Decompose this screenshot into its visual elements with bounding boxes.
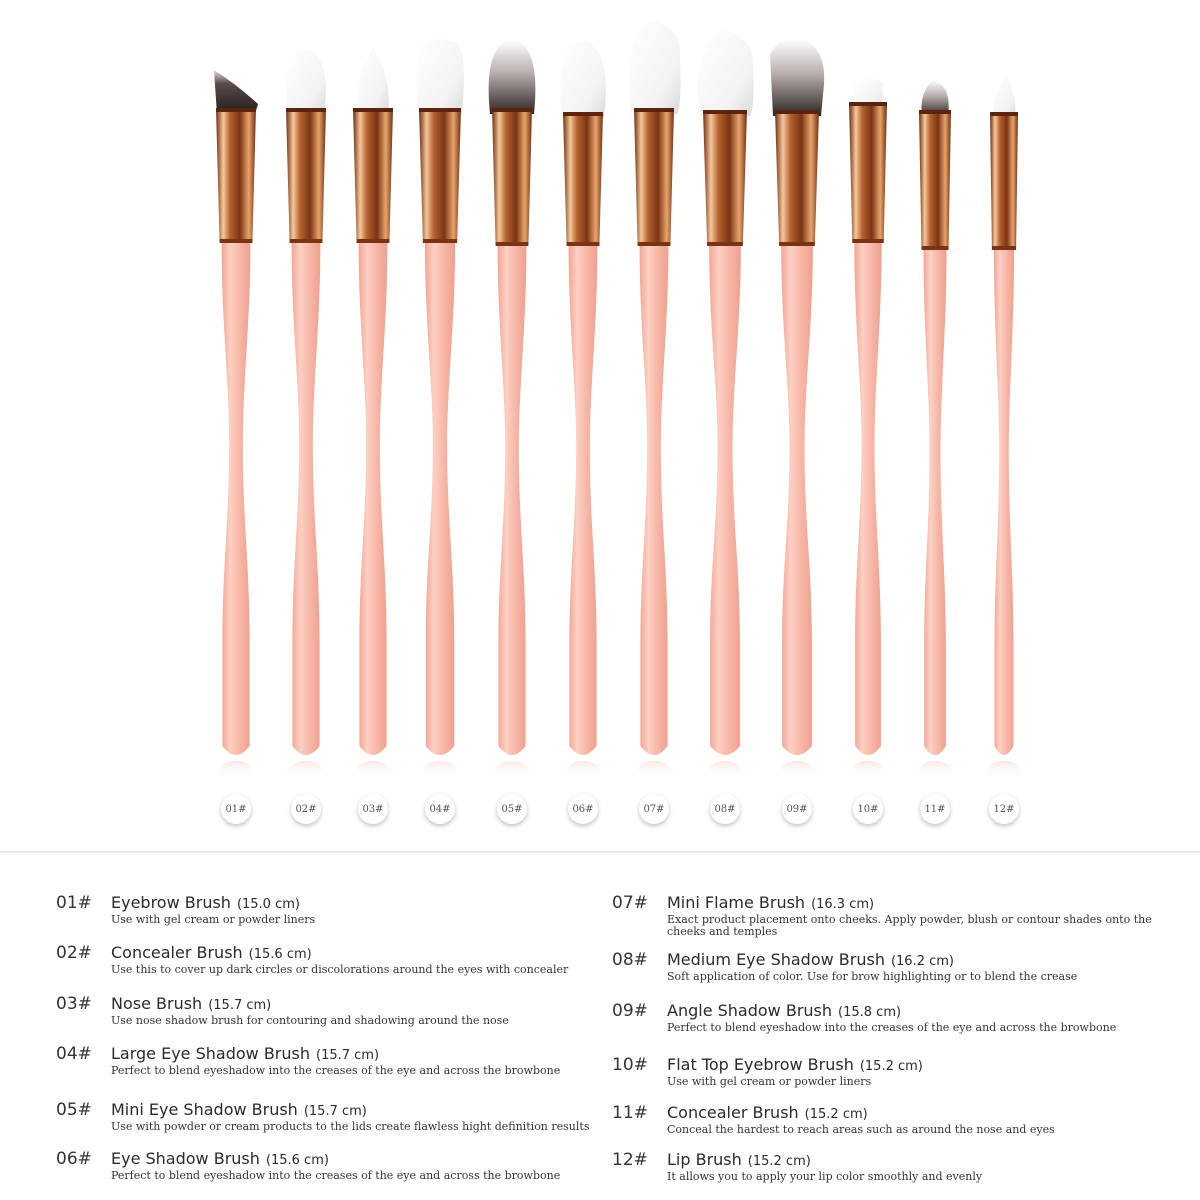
brush-ferrule <box>849 102 887 243</box>
brush-usage: Conceal the hardest to reach areas such as around the nose and eyes <box>667 1123 1055 1136</box>
brush-number-badge: 11# <box>920 794 950 824</box>
brush-length: (16.2 cm) <box>890 954 955 969</box>
brush-name: Eye Shadow Brush <box>111 1149 260 1168</box>
entry-number: 08# <box>612 950 648 970</box>
entry-number: 03# <box>56 994 92 1014</box>
brush-bristles <box>560 40 605 118</box>
brush-description-entry <box>56 943 601 983</box>
entry-title <box>667 1001 901 1020</box>
brush-description-entry <box>56 1100 601 1140</box>
brush-usage: Use with powder or cream products to the lids create flawless hight definition results <box>111 1120 590 1133</box>
brush-number-badge: 01# <box>221 794 251 824</box>
brush-handle <box>781 246 813 755</box>
brush-description-entry <box>56 1149 601 1189</box>
entry-number: 01# <box>56 893 92 913</box>
entry-number: 12# <box>612 1150 648 1170</box>
brush-length: (15.7 cm) <box>316 1048 380 1063</box>
brush-length: (15.2 cm) <box>747 1154 811 1169</box>
brush-usage: Use nose shadow brush for contouring and shadowing around the nose <box>111 1014 509 1027</box>
brush-usage: Perfect to blend eyeshadow into the creases of the eye and across the browbone <box>111 1169 561 1182</box>
brush-1 <box>214 70 258 779</box>
entry-number: 02# <box>56 943 92 963</box>
brush-name: Lip Brush <box>667 1150 742 1169</box>
brush-ferrule <box>492 108 532 246</box>
brush-ferrule <box>353 108 393 243</box>
brush-bristles <box>416 39 464 114</box>
entry-number: 06# <box>56 1149 92 1169</box>
brush-11 <box>919 80 951 779</box>
brush-name: Medium Eye Shadow Brush <box>667 950 885 969</box>
entry-title <box>111 893 300 912</box>
brush-2 <box>286 50 326 779</box>
brush-bristles <box>214 70 258 114</box>
brush-usage: Use with gel cream or powder liners <box>667 1075 872 1088</box>
brush-name: Concealer Brush <box>111 943 243 962</box>
brush-description-entry <box>612 1001 1172 1041</box>
brush-bristles <box>357 48 388 114</box>
brush-length: (15.7 cm) <box>303 1104 367 1119</box>
brush-name: Mini Eye Shadow Brush <box>111 1100 298 1119</box>
brush-5 <box>489 40 536 779</box>
brush-name: Flat Top Eyebrow Brush <box>667 1055 854 1074</box>
entry-title <box>111 1149 329 1168</box>
brush-length: (15.2 cm) <box>804 1107 868 1122</box>
brush-handle <box>359 243 388 755</box>
brush-bristles <box>698 30 754 116</box>
brush-description-entry <box>56 994 601 1034</box>
brush-7 <box>629 20 681 779</box>
brush-number-badge: 06# <box>568 794 598 824</box>
brush-handle <box>994 250 1014 755</box>
brush-length: (15.7 cm) <box>208 998 272 1013</box>
brush-description-entry <box>56 893 601 933</box>
brush-handle <box>923 250 946 755</box>
brush-ferrule <box>775 110 819 246</box>
brush-ferrule <box>563 112 603 246</box>
brush-12 <box>988 76 1020 779</box>
brush-handle <box>640 246 669 755</box>
brush-6 <box>560 40 605 779</box>
brush-number-badge: 04# <box>425 794 455 824</box>
brush-number-badge: 07# <box>639 794 669 824</box>
entry-number: 04# <box>56 1044 92 1064</box>
brush-usage: Use this to cover up dark circles or discolorations around the eyes with concealer <box>111 963 569 976</box>
brush-handle <box>854 243 881 755</box>
brush-description-entry <box>612 893 1172 938</box>
brush-length: (15.8 cm) <box>838 1005 902 1020</box>
entry-number: 05# <box>56 1100 92 1120</box>
entry-title <box>667 1150 811 1169</box>
brush-bristles <box>629 20 681 114</box>
entry-title <box>667 1055 923 1074</box>
brush-ferrule <box>703 110 747 246</box>
brush-ferrule <box>919 110 951 250</box>
brush-bristles <box>286 50 326 114</box>
entry-number: 11# <box>612 1103 648 1123</box>
entry-title <box>667 950 954 969</box>
brush-8 <box>698 30 754 779</box>
brush-name: Nose Brush <box>111 994 203 1013</box>
entry-title <box>667 893 874 912</box>
brush-number-badge: 03# <box>358 794 388 824</box>
brush-usage: Soft application of color. Use for brow highlighting or to blend the crease <box>667 970 1078 983</box>
brush-ferrule <box>990 112 1018 250</box>
brush-9 <box>770 39 824 779</box>
brush-number-badge: 08# <box>710 794 740 824</box>
brush-length: (15.6 cm) <box>248 947 312 962</box>
entry-title <box>667 1103 868 1122</box>
brush-handle <box>292 243 321 755</box>
entry-title <box>111 994 271 1013</box>
brush-name: Eyebrow Brush <box>111 893 231 912</box>
entry-number: 07# <box>612 893 648 913</box>
brush-description-entry <box>612 1103 1172 1143</box>
brush-name: Mini Flame Brush <box>667 893 806 912</box>
brush-handle <box>498 246 527 755</box>
entry-title <box>111 1100 367 1119</box>
brush-name: Large Eye Shadow Brush <box>111 1044 310 1063</box>
brush-number-badge: 12# <box>989 794 1019 824</box>
brush-ferrule <box>634 108 674 246</box>
section-divider <box>0 851 1200 853</box>
brush-number-badge: 05# <box>497 794 527 824</box>
brush-number-badge: 10# <box>853 794 883 824</box>
brush-handle <box>709 246 741 755</box>
brush-description-entry <box>612 1055 1172 1095</box>
brush-bristles <box>770 39 824 116</box>
brush-length: (15.2 cm) <box>859 1059 923 1074</box>
brush-name: Concealer Brush <box>667 1103 799 1122</box>
brush-length: (16.3 cm) <box>811 897 875 912</box>
brush-usage: Perfect to blend eyeshadow into the creases of the eye and across the browbone <box>111 1064 561 1077</box>
brush-usage: Perfect to blend eyeshadow into the creases of the eye and across the browbone <box>667 1021 1117 1034</box>
brush-usage: Exact product placement onto cheeks. Apply powder, blush or contour shades onto the cheeks and temples <box>667 913 1152 938</box>
brush-length: (15.0 cm) <box>236 897 300 912</box>
brush-3 <box>353 48 393 779</box>
brush-bristles <box>489 40 536 114</box>
brush-handle <box>425 243 455 755</box>
entry-title <box>111 943 312 962</box>
brush-number-badge: 02# <box>291 794 321 824</box>
brush-4 <box>416 39 464 779</box>
brush-handle <box>222 243 251 755</box>
brush-number-badge: 09# <box>782 794 812 824</box>
brush-description-entry <box>56 1044 601 1084</box>
entry-number: 09# <box>612 1001 648 1021</box>
brush-description-entry <box>612 950 1172 990</box>
brush-usage: It allows you to apply your lip color smoothly and evenly <box>667 1170 983 1183</box>
brush-bristles <box>993 76 1015 118</box>
brush-10 <box>849 79 887 780</box>
brush-ferrule <box>216 108 256 243</box>
entry-title <box>111 1044 379 1063</box>
brush-ferrule <box>419 108 461 243</box>
brush-usage: Use with gel cream or powder liners <box>111 913 316 926</box>
brush-ferrule <box>286 108 326 243</box>
entry-number: 10# <box>612 1055 648 1075</box>
brush-name: Angle Shadow Brush <box>667 1001 833 1020</box>
brush-length: (15.6 cm) <box>265 1153 329 1168</box>
brush-description-entry <box>612 1150 1172 1190</box>
brush-handle <box>569 246 598 755</box>
